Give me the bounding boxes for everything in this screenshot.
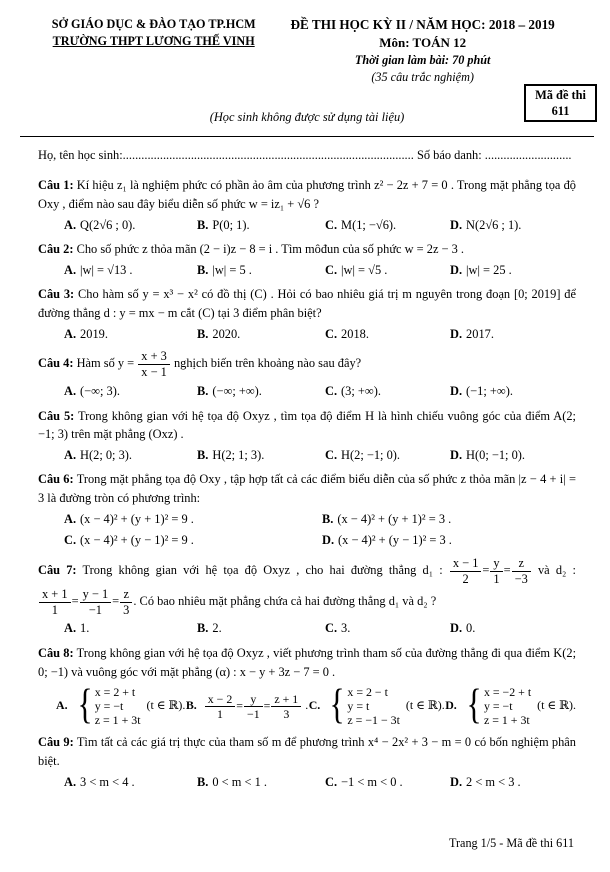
option-letter: C. — [308, 698, 321, 713]
option-text: P(0; 1). — [212, 217, 250, 232]
question-text: Kí hiệu z₁ là nghiệm phức có phần ảo âm của phương trình z² − 2z + 7 = 0 . Trong mặt phẳng tọa độ Oxy , điểm nào sau đây biểu diễn số phức w = iz₁ + √6 ? — [38, 178, 576, 212]
question-text: Trong không gian với hệ tọa độ Oxyz , viết phương trình tham số của đường thẳng đi qua điểm K(2; 0; −1) và vuông góc với mặt phẳng (α) : x − y + 3z − 7 = 0 . — [38, 646, 577, 679]
option-text: (−∞; +∞). — [212, 384, 262, 399]
option-letter: A. — [64, 262, 77, 277]
option-text: N(2√6 ; 1). — [466, 217, 522, 232]
exam-code-value: 611 — [551, 103, 570, 118]
option-text: −1 < m < 0 . — [341, 774, 403, 789]
option-letter: D. — [450, 447, 463, 462]
question-4 — [38, 349, 576, 400]
question-text: Trong không gian với hệ tọa độ Oxyz , tìm tọa độ điểm H là hình chiếu vuông góc của điểm A(2; −1; 3) trên mặt phẳng (Oxz) . — [38, 408, 576, 442]
option-text: 2. — [212, 621, 222, 636]
option-letter: D. — [445, 698, 457, 713]
system-line: x = 2 − t — [347, 685, 388, 700]
option-text: 0 < m < 1 . — [212, 774, 267, 789]
duration-line: Thời gian làm bài: 70 phút — [354, 53, 491, 68]
no-materials-notice: (Học sinh không được sử dụng tài liệu) — [209, 109, 405, 124]
equals-sign: = — [71, 593, 79, 608]
option-letter: D. — [450, 262, 463, 277]
option-a — [64, 773, 197, 792]
option-c — [308, 682, 445, 729]
option-b — [197, 325, 325, 344]
option-suffix: (t ∈ ℝ). — [537, 698, 576, 713]
fraction — [243, 692, 264, 722]
option-suffix: (t ∈ ℝ). — [146, 698, 186, 713]
option-text: M(1; −√6). — [341, 217, 397, 232]
option-b — [197, 773, 325, 792]
question-text: và — [537, 563, 550, 578]
option-letter: B. — [197, 447, 209, 462]
system-brace: { — [466, 682, 482, 729]
numerator: y − 1 — [80, 587, 112, 603]
option-text: |w| = √5 . — [341, 262, 388, 277]
option-letter: A. — [64, 384, 77, 399]
system-line: y = −t — [94, 699, 124, 714]
question-1 — [38, 176, 576, 234]
numerator: x − 1 — [450, 556, 482, 572]
option-letter: B. — [197, 384, 209, 399]
option-a — [64, 619, 197, 638]
option-b — [186, 692, 308, 722]
numerator: x + 1 — [39, 587, 71, 603]
numerator: y — [490, 556, 502, 572]
option-text: (x − 4)² + (y + 1)² = 9 . — [80, 511, 194, 526]
option-text: H(2; 1; 3). — [212, 447, 265, 462]
option-letter: C. — [325, 326, 338, 341]
denominator: 3 — [123, 602, 130, 617]
question-9-options — [38, 773, 576, 792]
question-1-options — [38, 216, 576, 235]
denominator: 1 — [493, 571, 500, 586]
option-text: H(2; 0; 3). — [80, 447, 133, 462]
system-line: z = −1 − 3t — [347, 713, 400, 728]
question-4-body — [38, 349, 576, 380]
option-d — [445, 682, 576, 729]
candidate-number-label: Số báo danh: — [416, 147, 482, 162]
system-line: z = 1 + 3t — [94, 713, 141, 728]
option-letter: B. — [197, 262, 209, 277]
question-label: Câu 3: — [38, 287, 75, 302]
option-d — [450, 325, 576, 344]
fraction — [38, 587, 72, 618]
question-7 — [38, 556, 576, 638]
option-suffix: (t ∈ ℝ). — [405, 698, 445, 713]
option-c — [325, 325, 450, 344]
question-5-body — [38, 407, 576, 444]
numerator: z — [120, 587, 132, 603]
question-text: Trong không gian với hệ tọa độ Oxyz , cho hai đường thẳng d₁ : — [82, 563, 443, 578]
option-equation — [204, 692, 303, 722]
question-4-options — [38, 382, 576, 401]
student-name-dotted-line: .............................................................................................. — [122, 147, 414, 162]
option-letter: A. — [64, 217, 77, 232]
option-c — [325, 773, 450, 792]
system-line: y = −t — [483, 699, 513, 714]
option-letter: A. — [56, 698, 68, 713]
option-text: (−1; +∞). — [466, 384, 513, 399]
option-text: |w| = 25 . — [466, 262, 512, 277]
question-label: Câu 5: — [38, 408, 75, 423]
option-letter: D. — [322, 533, 335, 548]
equals-sign: = — [112, 593, 120, 608]
question-label: Câu 8: — [38, 646, 74, 661]
system-line: z = 1 + 3t — [483, 713, 530, 728]
fraction — [449, 556, 483, 587]
option-letter: A. — [64, 511, 77, 526]
option-text: 2019. — [80, 326, 108, 341]
exam-header — [269, 16, 576, 86]
question-text: Cho số phức z thỏa mãn (2 − i)z − 8 = i . Tìm môđun của số phức w = 2z − 3 . — [76, 242, 465, 257]
option-d — [322, 531, 576, 550]
system-lines — [484, 685, 531, 727]
denominator: −1 — [88, 602, 102, 617]
system-brace: { — [77, 682, 93, 729]
option-text: (3; +∞). — [341, 384, 381, 399]
option-c — [64, 531, 322, 550]
option-b — [197, 261, 325, 280]
option-letter: D. — [450, 384, 463, 399]
fraction — [119, 587, 133, 618]
equals-sign: = — [482, 563, 490, 578]
denominator: 1 — [51, 602, 58, 617]
option-letter: B. — [197, 326, 209, 341]
denominator: 1 — [217, 706, 223, 721]
equation-system — [327, 682, 400, 729]
option-text: H(2; −1; 0). — [341, 447, 400, 462]
question-6 — [38, 470, 576, 549]
question-6-options — [38, 510, 576, 550]
option-d — [450, 446, 576, 465]
question-text: Trong mặt phẳng tọa độ Oxy , tập hợp tất cả các điểm biểu diễn của số phức z thỏa mãn |z − 4 + i| = 3 là đường tròn có phương trình: — [38, 472, 576, 506]
fraction — [511, 556, 532, 587]
question-8 — [38, 644, 576, 727]
fraction — [270, 692, 302, 722]
option-text: Q(2√6 ; 0). — [80, 217, 136, 232]
option-text: |w| = 5 . — [212, 262, 252, 277]
question-text: Cho hàm số y = x³ − x² có đồ thị (C) . Hỏi có bao nhiêu giá trị m nguyên trong đoạn [0; 2019] để đường thẳng d : y = mx − m cắt (C) tại 3 điểm phân biệt? — [38, 287, 576, 321]
option-b — [197, 446, 325, 465]
exam-title: ĐỀ THI HỌC KỲ II / NĂM HỌC: 2018 – 2019 — [290, 17, 555, 32]
line-d2-equation — [38, 586, 133, 617]
question-text: nghịch biến trên khoảng nào sau đây? — [173, 356, 362, 371]
option-suffix: . — [305, 698, 309, 713]
question-1-body — [38, 176, 576, 213]
option-a — [64, 510, 322, 529]
question-5 — [38, 407, 576, 465]
option-d — [450, 216, 576, 235]
notice-row — [38, 87, 586, 130]
option-letter: B. — [322, 511, 334, 526]
question-label: Câu 7: — [38, 563, 77, 578]
question-label: Câu 9: — [38, 735, 74, 750]
option-letter: A. — [64, 621, 77, 636]
option-c — [325, 382, 450, 401]
option-text: (x − 4)² + (y − 1)² = 9 . — [80, 533, 194, 548]
system-brace: { — [329, 682, 345, 729]
question-8-body — [38, 644, 576, 681]
question-text: Hàm số y = — [76, 356, 135, 371]
option-letter: C. — [325, 447, 338, 462]
option-letter: D. — [450, 326, 463, 341]
question-7-body — [38, 556, 576, 618]
option-text: (x − 4)² + (y − 1)² = 3 . — [338, 533, 452, 548]
fraction — [79, 587, 113, 618]
school-name: TRƯỜNG THPT LƯƠNG THẾ VINH — [52, 34, 255, 49]
option-text: 2017. — [466, 326, 494, 341]
denominator: −1 — [246, 706, 260, 721]
question-2-body — [38, 240, 576, 259]
footer-page-info: Trang 1/5 - Mã đề thi 611 — [448, 835, 574, 850]
subject-line: Môn: TOÁN 12 — [379, 35, 467, 51]
fraction — [204, 692, 237, 722]
option-a — [64, 261, 197, 280]
question-label: Câu 4: — [38, 356, 74, 371]
option-b — [197, 216, 325, 235]
question-label: Câu 1: — [38, 178, 74, 193]
option-b — [197, 382, 325, 401]
department-name: SỞ GIÁO DỤC & ĐÀO TẠO TP.HCM — [51, 17, 256, 31]
system-line: x = 2 + t — [94, 685, 136, 700]
student-name-label: Họ, tên học sinh: — [38, 147, 123, 162]
question-label: Câu 6: — [38, 472, 74, 487]
equation-system — [75, 682, 141, 729]
question-9-body — [38, 733, 576, 770]
question-text: Tìm tất cả các giá trị thực của tham số m để phương trình x⁴ − 2x² + 3 − m = 0 có bốn nghiệm phân biệt. — [38, 735, 576, 768]
option-letter: B. — [197, 774, 209, 789]
option-a — [64, 382, 197, 401]
line-d2-label: d₂ : — [555, 563, 576, 578]
denominator: 3 — [283, 706, 290, 721]
option-c — [325, 446, 450, 465]
option-letter: D. — [450, 621, 463, 636]
system-lines — [347, 685, 399, 727]
denominator: x − 1 — [141, 365, 167, 380]
option-a — [64, 216, 197, 235]
option-letter: A. — [64, 447, 77, 462]
question-text: . Có bao nhiêu mặt phẳng chứa cả hai đường thẳng d₁ và d₂ ? — [133, 593, 437, 608]
option-b — [322, 510, 576, 529]
numerator: z — [512, 556, 531, 572]
option-letter: C. — [64, 533, 77, 548]
equals-sign: = — [263, 698, 271, 713]
header-divider — [20, 136, 594, 137]
option-d — [450, 261, 576, 280]
question-3 — [38, 285, 576, 343]
equation-system — [464, 682, 532, 729]
question-3-options — [38, 325, 576, 344]
option-text: (x − 4)² + (y + 1)² = 3 . — [337, 511, 452, 526]
option-text: 1. — [80, 621, 90, 636]
option-text: (−∞; 3). — [80, 384, 120, 399]
option-c — [325, 216, 450, 235]
system-lines — [95, 685, 141, 727]
option-d — [450, 773, 576, 792]
option-a — [56, 682, 186, 729]
option-text: 2018. — [341, 326, 369, 341]
option-letter: B. — [197, 621, 209, 636]
option-text: 3 < m < 4 . — [80, 774, 135, 789]
numerator: z + 1 — [271, 692, 301, 707]
option-letter: A. — [64, 326, 77, 341]
school-header — [38, 16, 269, 86]
exam-code-label: Mã đề thi — [535, 87, 586, 102]
option-letter: D. — [450, 774, 463, 789]
numerator: y — [244, 692, 263, 707]
denominator: −3 — [514, 571, 528, 586]
denominator: 2 — [462, 571, 469, 586]
question-8-options — [38, 682, 576, 729]
numerator: x + 3 — [138, 349, 170, 365]
option-text: 3. — [341, 621, 351, 636]
option-a — [64, 325, 197, 344]
system-line: y = t — [347, 699, 370, 714]
question-7-options — [38, 619, 576, 638]
equals-sign: = — [503, 563, 511, 578]
student-info-row — [38, 146, 576, 165]
option-letter: D. — [450, 217, 463, 232]
question-3-body — [38, 285, 576, 322]
candidate-number-dotted-line: ............................ — [484, 147, 572, 162]
question-6-body — [38, 470, 576, 507]
option-letter: B. — [185, 698, 197, 713]
option-c — [325, 619, 450, 638]
page-header — [38, 16, 576, 86]
question-2 — [38, 240, 576, 279]
option-letter: C. — [325, 217, 338, 232]
fraction — [489, 556, 503, 587]
question-9 — [38, 733, 576, 791]
option-b — [197, 619, 325, 638]
question-2-options — [38, 261, 576, 280]
questions — [38, 176, 576, 791]
option-letter: C. — [325, 774, 338, 789]
option-c — [325, 261, 450, 280]
equals-sign: = — [236, 698, 243, 713]
option-letter: C. — [325, 384, 338, 399]
option-letter: A. — [64, 774, 77, 789]
option-letter: C. — [325, 621, 338, 636]
system-line: x = −2 + t — [483, 685, 532, 700]
option-d — [450, 619, 576, 638]
option-text: |w| = √13 . — [80, 262, 133, 277]
exam-code-box — [524, 84, 597, 122]
option-text: 2 < m < 3 . — [466, 774, 521, 789]
option-a — [64, 446, 197, 465]
option-text: 0. — [466, 621, 476, 636]
option-letter: B. — [197, 217, 209, 232]
option-text: 2020. — [212, 326, 241, 341]
question-5-options — [38, 446, 576, 465]
question-count-line: (35 câu trắc nghiệm) — [371, 69, 474, 84]
line-d1-equation — [449, 555, 532, 586]
option-text: H(0; −1; 0). — [466, 447, 525, 462]
option-d — [450, 382, 576, 401]
fraction — [137, 349, 171, 380]
numerator: x − 2 — [205, 692, 236, 707]
question-label: Câu 2: — [38, 242, 74, 257]
option-letter: C. — [325, 262, 338, 277]
